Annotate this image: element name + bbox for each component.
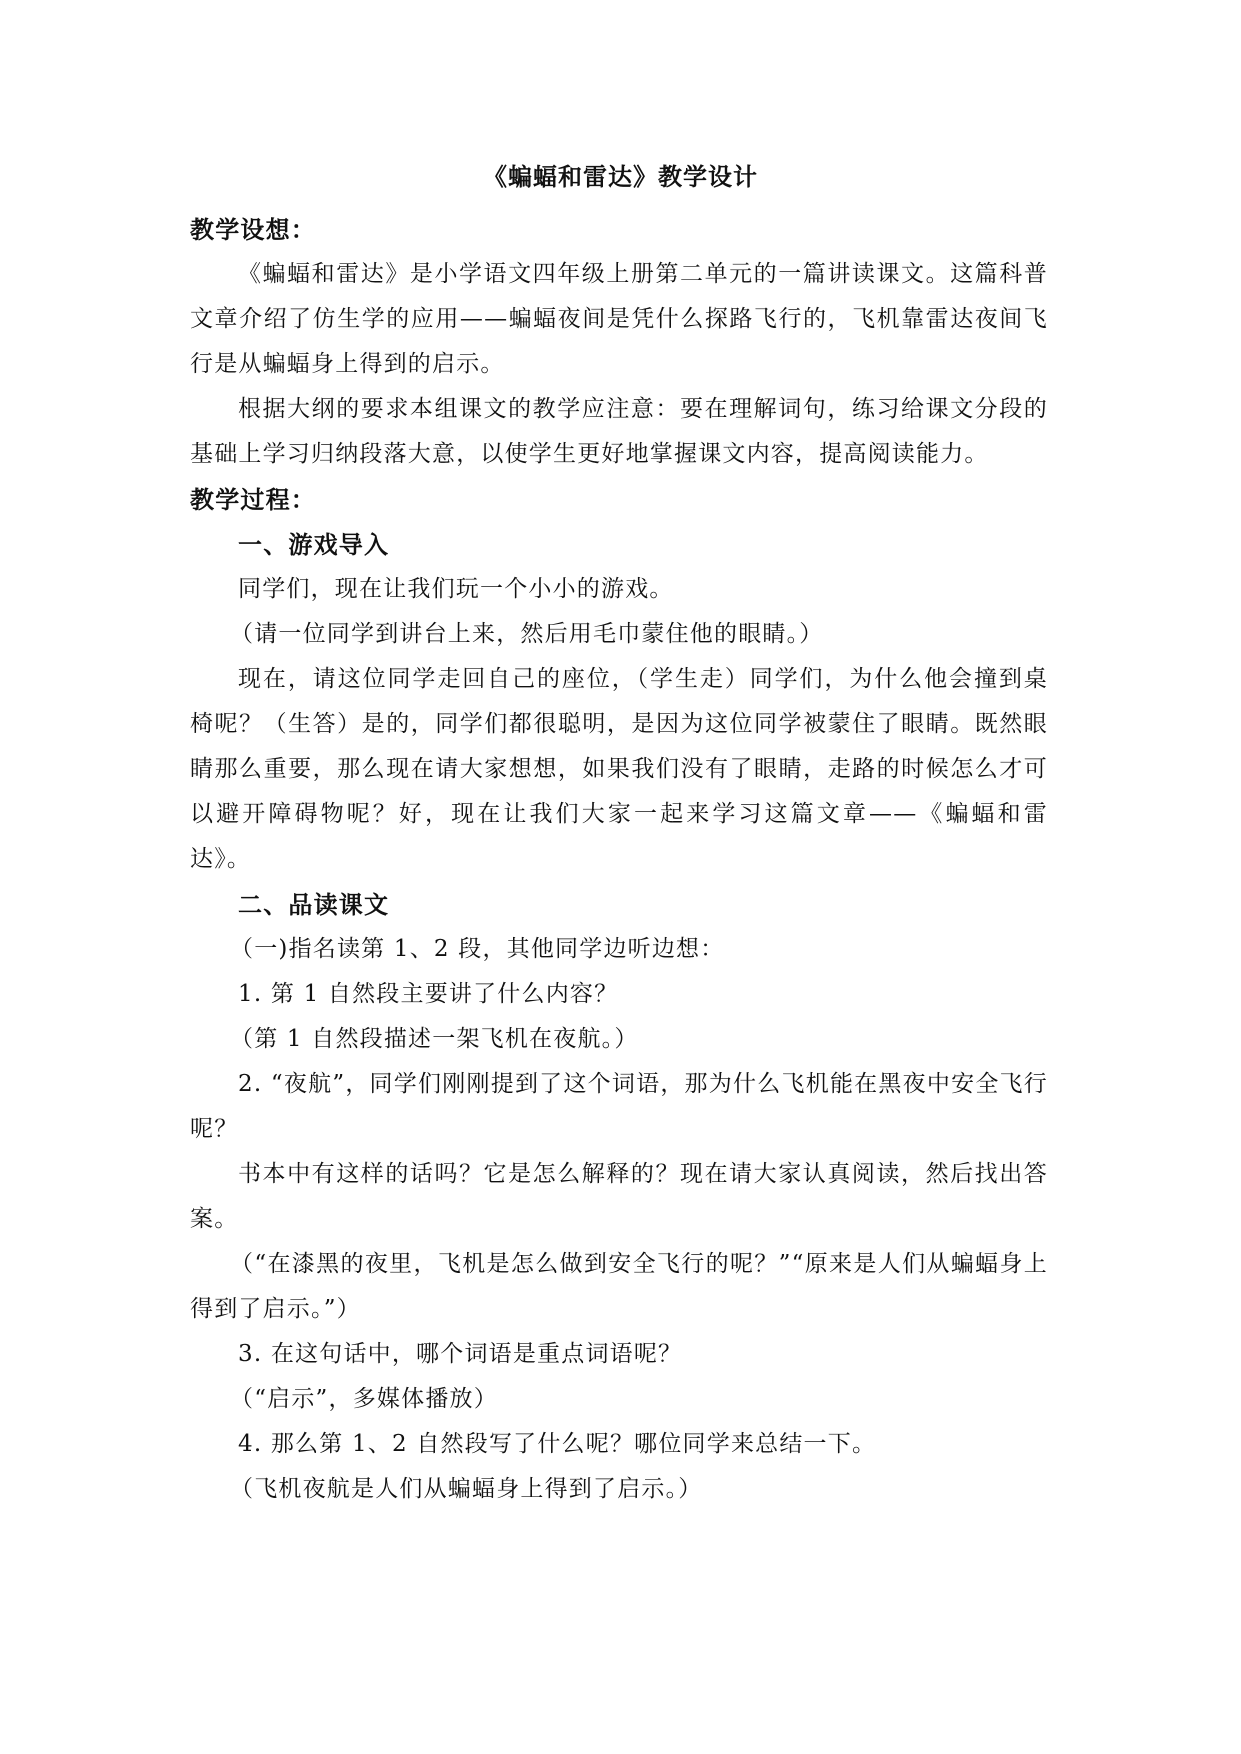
paragraph: （第 1 自然段描述一架飞机在夜航。） — [230, 1026, 639, 1052]
paragraph: （“在漆黑的夜里，飞机是怎么做到安全飞行的呢？”“原来是人们从蝙蝠身上得到了启示。”） — [190, 1251, 1048, 1322]
paragraph: 同学们，现在让我们玩一个小小的游戏。 — [238, 576, 674, 602]
paragraph: 1. 第 1 自然段主要讲了什么内容？ — [238, 981, 619, 1007]
paragraph: 2. “夜航”，同学们刚刚提到了这个词语，那为什么飞机能在黑夜中安全飞行呢？ — [190, 1071, 1048, 1142]
section-heading-teaching-idea: 教学设想： — [190, 215, 316, 244]
paragraph: （请一位同学到讲台上来，然后用毛巾蒙住他的眼睛。） — [230, 621, 824, 647]
subsection-heading-text-reading: 二、品读课文 — [238, 890, 390, 919]
paragraph: 《蝙蝠和雷达》是小学语文四年级上册第二单元的一篇讲读课文。这篇科普文章介绍了仿生学的应用——蝙蝠夜间是凭什么探路飞行的，飞机靠雷达夜间飞行是从蝙蝠身上得到的启示。 — [190, 261, 1048, 377]
section-heading-teaching-process: 教学过程： — [190, 485, 316, 514]
paragraph: （“启示”，多媒体播放） — [230, 1386, 498, 1412]
paragraph: 现在，请这位同学走回自己的座位，（学生走）同学们，为什么他会撞到桌椅呢？（生答）是的，同学们都很聪明，是因为这位同学被蒙住了眼睛。既然眼睛那么重要，那么现在请大家想想，如果我们没有了眼睛，走路的时候怎么才可以避开障碍物呢？好，现在让我们大家一起来学习这篇文章——《蝙蝠和雷达》。 — [190, 666, 1048, 872]
document-title: 《蝙蝠和雷达》教学设计 — [483, 162, 758, 191]
paragraph: 3. 在这句话中，哪个词语是重点词语呢？ — [238, 1341, 683, 1367]
paragraph: 书本中有这样的话吗？它是怎么解释的？现在请大家认真阅读，然后找出答案。 — [190, 1161, 1048, 1232]
subsection-heading-game-intro: 一、游戏导入 — [238, 530, 390, 559]
paragraph: 根据大纲的要求本组课文的教学应注意：要在理解词句，练习给课文分段的基础上学习归纳段落大意，以使学生更好地掌握课文内容，提高阅读能力。 — [190, 396, 1048, 467]
paragraph: （一)指名读第 1、2 段，其他同学边听边想： — [230, 936, 725, 962]
paragraph: （飞机夜航是人们从蝙蝠身上得到了启示。） — [230, 1476, 703, 1502]
document-body — [190, 207, 1048, 1512]
paragraph: 4. 那么第 1、2 自然段写了什么呢？哪位同学来总结一下。 — [238, 1431, 877, 1457]
